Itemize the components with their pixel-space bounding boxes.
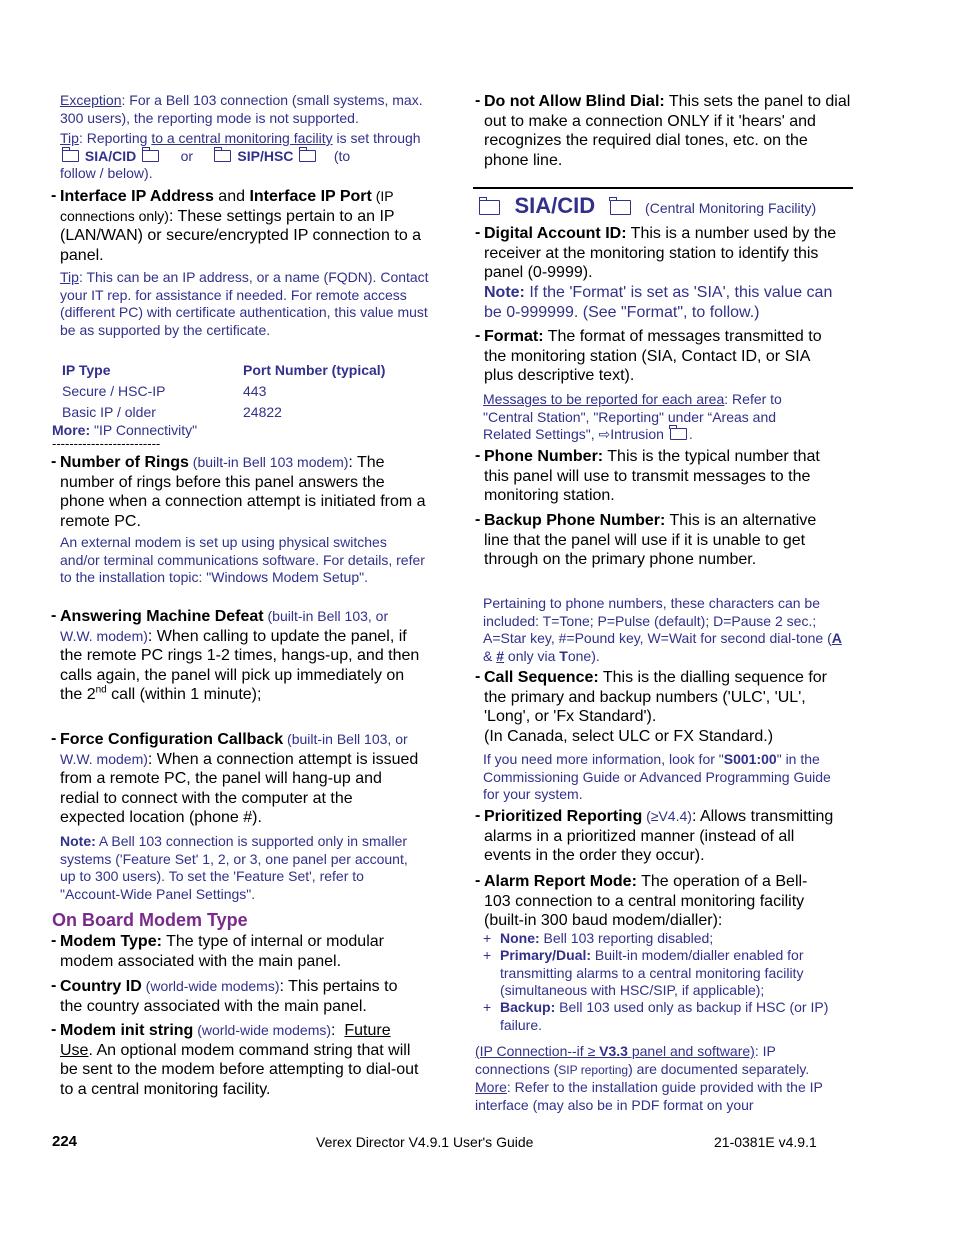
backup-phone-item: Backup Phone Number: This is an alternative line that the panel will use if it is unable to get through on the primary phone number. xyxy=(484,512,817,569)
messages-link[interactable]: Messages to be reported for each area xyxy=(483,391,725,407)
tip-ip-address: Tip: This can be an IP address, or a name (FQDN). Contact your IT rep. for assistance if needed. For remote access (different PC) with certificate authentication, this value must be as supported by the certificate. xyxy=(60,269,429,338)
folder-icon xyxy=(610,200,631,215)
phone-characters-note: Pertaining to phone numbers, these characters can be included: T=Tone; P=Pulse (default); D=Pause 2 sec.; A=Star key, #=Pound key, W=Wait for second dial-tone (A & # only via Tone). xyxy=(483,595,842,664)
folder-icon xyxy=(142,150,159,162)
page-number: 224 xyxy=(52,1133,78,1150)
bullet: - xyxy=(475,807,481,824)
option-primary: + xyxy=(483,947,492,963)
ip-connectivity-link[interactable]: "IP Connectivity" xyxy=(90,422,198,438)
phone-number-item: Phone Number: This is the typical number that this panel will use to transmit messages to the monitoring station. xyxy=(484,448,820,505)
bullet: - xyxy=(475,327,481,344)
bullet: - xyxy=(475,872,481,889)
option-primary-text: Primary/Dual: Built-in modem/dialler enabled for transmitting alarms to a central monitoring facility (simultaneous with HSC/SIP, if applicable); xyxy=(500,947,804,998)
bullet: - xyxy=(475,92,481,109)
folder-icon xyxy=(670,428,687,440)
folder-icon xyxy=(62,150,79,162)
exception-link[interactable]: Exception xyxy=(60,92,122,108)
central-monitoring-link[interactable]: to a central monitoring facility xyxy=(151,130,333,146)
footer-doc-id: 21-0381E v4.9.1 xyxy=(714,1134,817,1150)
tip-link[interactable]: Tip xyxy=(60,269,79,285)
bullet: - xyxy=(51,1021,57,1038)
sia-cid-title: SIA/CID xyxy=(514,193,596,218)
answering-machine-defeat-item: Answering Machine Defeat (built-in Bell 103, or W.W. modem): When calling to update the panel, if the remote PC rings 1-2 times, hangs-up, and then calls again, the panel will pick up immediately on the 2nd call (within 1 minute); xyxy=(60,608,420,704)
sia-cid-ref: SIA/CID xyxy=(84,147,137,164)
alarm-report-mode-item: Alarm Report Mode: The operation of a Bell-103 connection to a central monitoring facility (built-in 300 baud modem/dialler): xyxy=(484,873,808,930)
ip-connection-link[interactable]: (IP Connection--if ≥ V3.3 panel and software) xyxy=(475,1043,755,1059)
country-id-item: Country ID (world-wide modems): This pertains to the country associated with the main panel. xyxy=(60,978,398,1015)
option-none: + xyxy=(483,930,492,946)
bullet: - xyxy=(475,668,481,685)
option-backup-text: Backup: Bell 103 used only as backup if HSC (or IP) failure. xyxy=(500,999,829,1033)
divider-dashes: ------------------------- xyxy=(52,436,161,451)
sia-cid-heading xyxy=(477,193,816,219)
footer-title: Verex Director V4.9.1 User's Guide xyxy=(316,1134,534,1150)
ip-port-table xyxy=(62,359,385,422)
bullet: - xyxy=(475,224,481,241)
modem-type-item: Modem Type: The type of internal or modular modem associated with the main panel. xyxy=(60,933,384,970)
sia-cid-subtitle: (Central Monitoring Facility) xyxy=(645,200,817,216)
digital-account-note: Note: If the 'Format' is set as 'SIA', this value can be 0-999999. (See "Format", to follow.) xyxy=(484,284,833,321)
prioritized-reporting-item: Prioritized Reporting (≥V4.4): Allows transmitting alarms in a prioritized manner (instead of all events in the order they occur). xyxy=(484,808,834,865)
option-none-text: None: Bell 103 reporting disabled; xyxy=(500,930,714,946)
messages-reported-note: Messages to be reported for each area: Refer to "Central Station", "Reporting" under “Areas and Related Settings", ⇨Intrusion . xyxy=(483,391,782,442)
bullet: - xyxy=(51,453,57,470)
onboard-modem-heading: On Board Modem Type xyxy=(52,910,248,930)
interface-ip-item: Interface IP Address and Interface IP Port (IP connections only): These settings pertain to an IP (LAN/WAN) or secure/encrypted IP connection to a panel. xyxy=(60,188,422,264)
more-ip-connectivity: More: "IP Connectivity" xyxy=(52,422,198,438)
section-rule xyxy=(473,187,853,189)
more-info-note: If you need more information, look for "S001:00" in the Commissioning Guide or Advanced Programming Guide for your system. xyxy=(483,751,831,802)
tip-reporting: Tip: Reporting to a central monitoring facility is set through SIA/CID or SIP/HSC (to follow / below). xyxy=(60,130,421,181)
bullet: - xyxy=(475,511,481,528)
force-config-callback-item: Force Configuration Callback (built-in Bell 103, or W.W. modem): When a connection attempt is issued from a remote PC, the panel will hang-up and redial to connect with the computer at the expected location (phone #). xyxy=(60,731,419,827)
number-of-rings-item: Number of Rings (built-in Bell 103 modem): The number of rings before this panel answers the phone when a connection attempt is initiated from a remote PC. xyxy=(60,454,426,530)
bullet: - xyxy=(51,932,57,949)
bullet: - xyxy=(51,977,57,994)
bullet: - xyxy=(475,447,481,464)
sip-hsc-ref: SIP/HSC xyxy=(237,147,294,164)
exception-note: Exception: For a Bell 103 connection (small systems, max. 300 users), the reporting mode is not supported. xyxy=(60,92,423,126)
bullet: - xyxy=(51,187,57,204)
folder-icon xyxy=(214,150,231,162)
ip-connection-note: (IP Connection--if ≥ V3.3 panel and software): IP connections (SIP reporting) are documented separately. More: Refer to the installation guide provided with the IP interface (may also be in PDF format on your xyxy=(475,1043,823,1113)
modem-init-string-item: Modem init string (world-wide modems): Future Use. An optional modem command string that will be sent to the modem before attempting to dial-out to a central monitoring facility. xyxy=(60,1022,419,1098)
table-header-row: IP Type Port Number (typical) xyxy=(62,361,386,378)
tip-link[interactable]: Tip xyxy=(60,130,79,146)
digital-account-item: Digital Account ID: This is a number used by the receiver at the monitoring station to identify this panel (0-9999). xyxy=(484,225,837,282)
arrow-right-icon: ⇨ xyxy=(598,426,611,442)
format-item: Format: The format of messages transmitted to the monitoring station (SIA, Contact ID, or SIA plus descriptive text). xyxy=(484,328,822,385)
call-sequence-item: Call Sequence: This is the dialling sequence for the primary and backup numbers ('ULC', 'UL', 'Long', or 'Fx Standard'). (In Canada, select ULC or FX Standard.) xyxy=(484,669,827,745)
more-link[interactable]: More xyxy=(475,1079,507,1095)
folder-icon xyxy=(299,150,316,162)
bullet: - xyxy=(51,607,57,624)
intrusion-link[interactable]: Intrusion xyxy=(610,426,664,442)
blind-dial-item: Do not Allow Blind Dial: This sets the panel to dial out to make a connection ONLY if it 'hears' and recognizes the required dial tones, etc. on the phone line. xyxy=(484,93,851,169)
bell103-note: Note: A Bell 103 connection is supported only in smaller systems ('Feature Set' 1, 2, or 3, one panel per account, up to 300 users). To set the 'Feature Set', refer to "Account-Wide Panel Settings". xyxy=(60,833,408,902)
table-row: Basic IP / older 24822 xyxy=(62,403,282,420)
option-backup: + xyxy=(483,999,492,1015)
table-row: Secure / HSC-IP 443 xyxy=(62,382,267,399)
bullet: - xyxy=(51,730,57,747)
folder-icon xyxy=(479,200,500,215)
external-modem-note: An external modem is set up using physical switches and/or terminal communications software. For details, refer to the installation topic: "Windows Modem Setup". xyxy=(60,534,425,585)
